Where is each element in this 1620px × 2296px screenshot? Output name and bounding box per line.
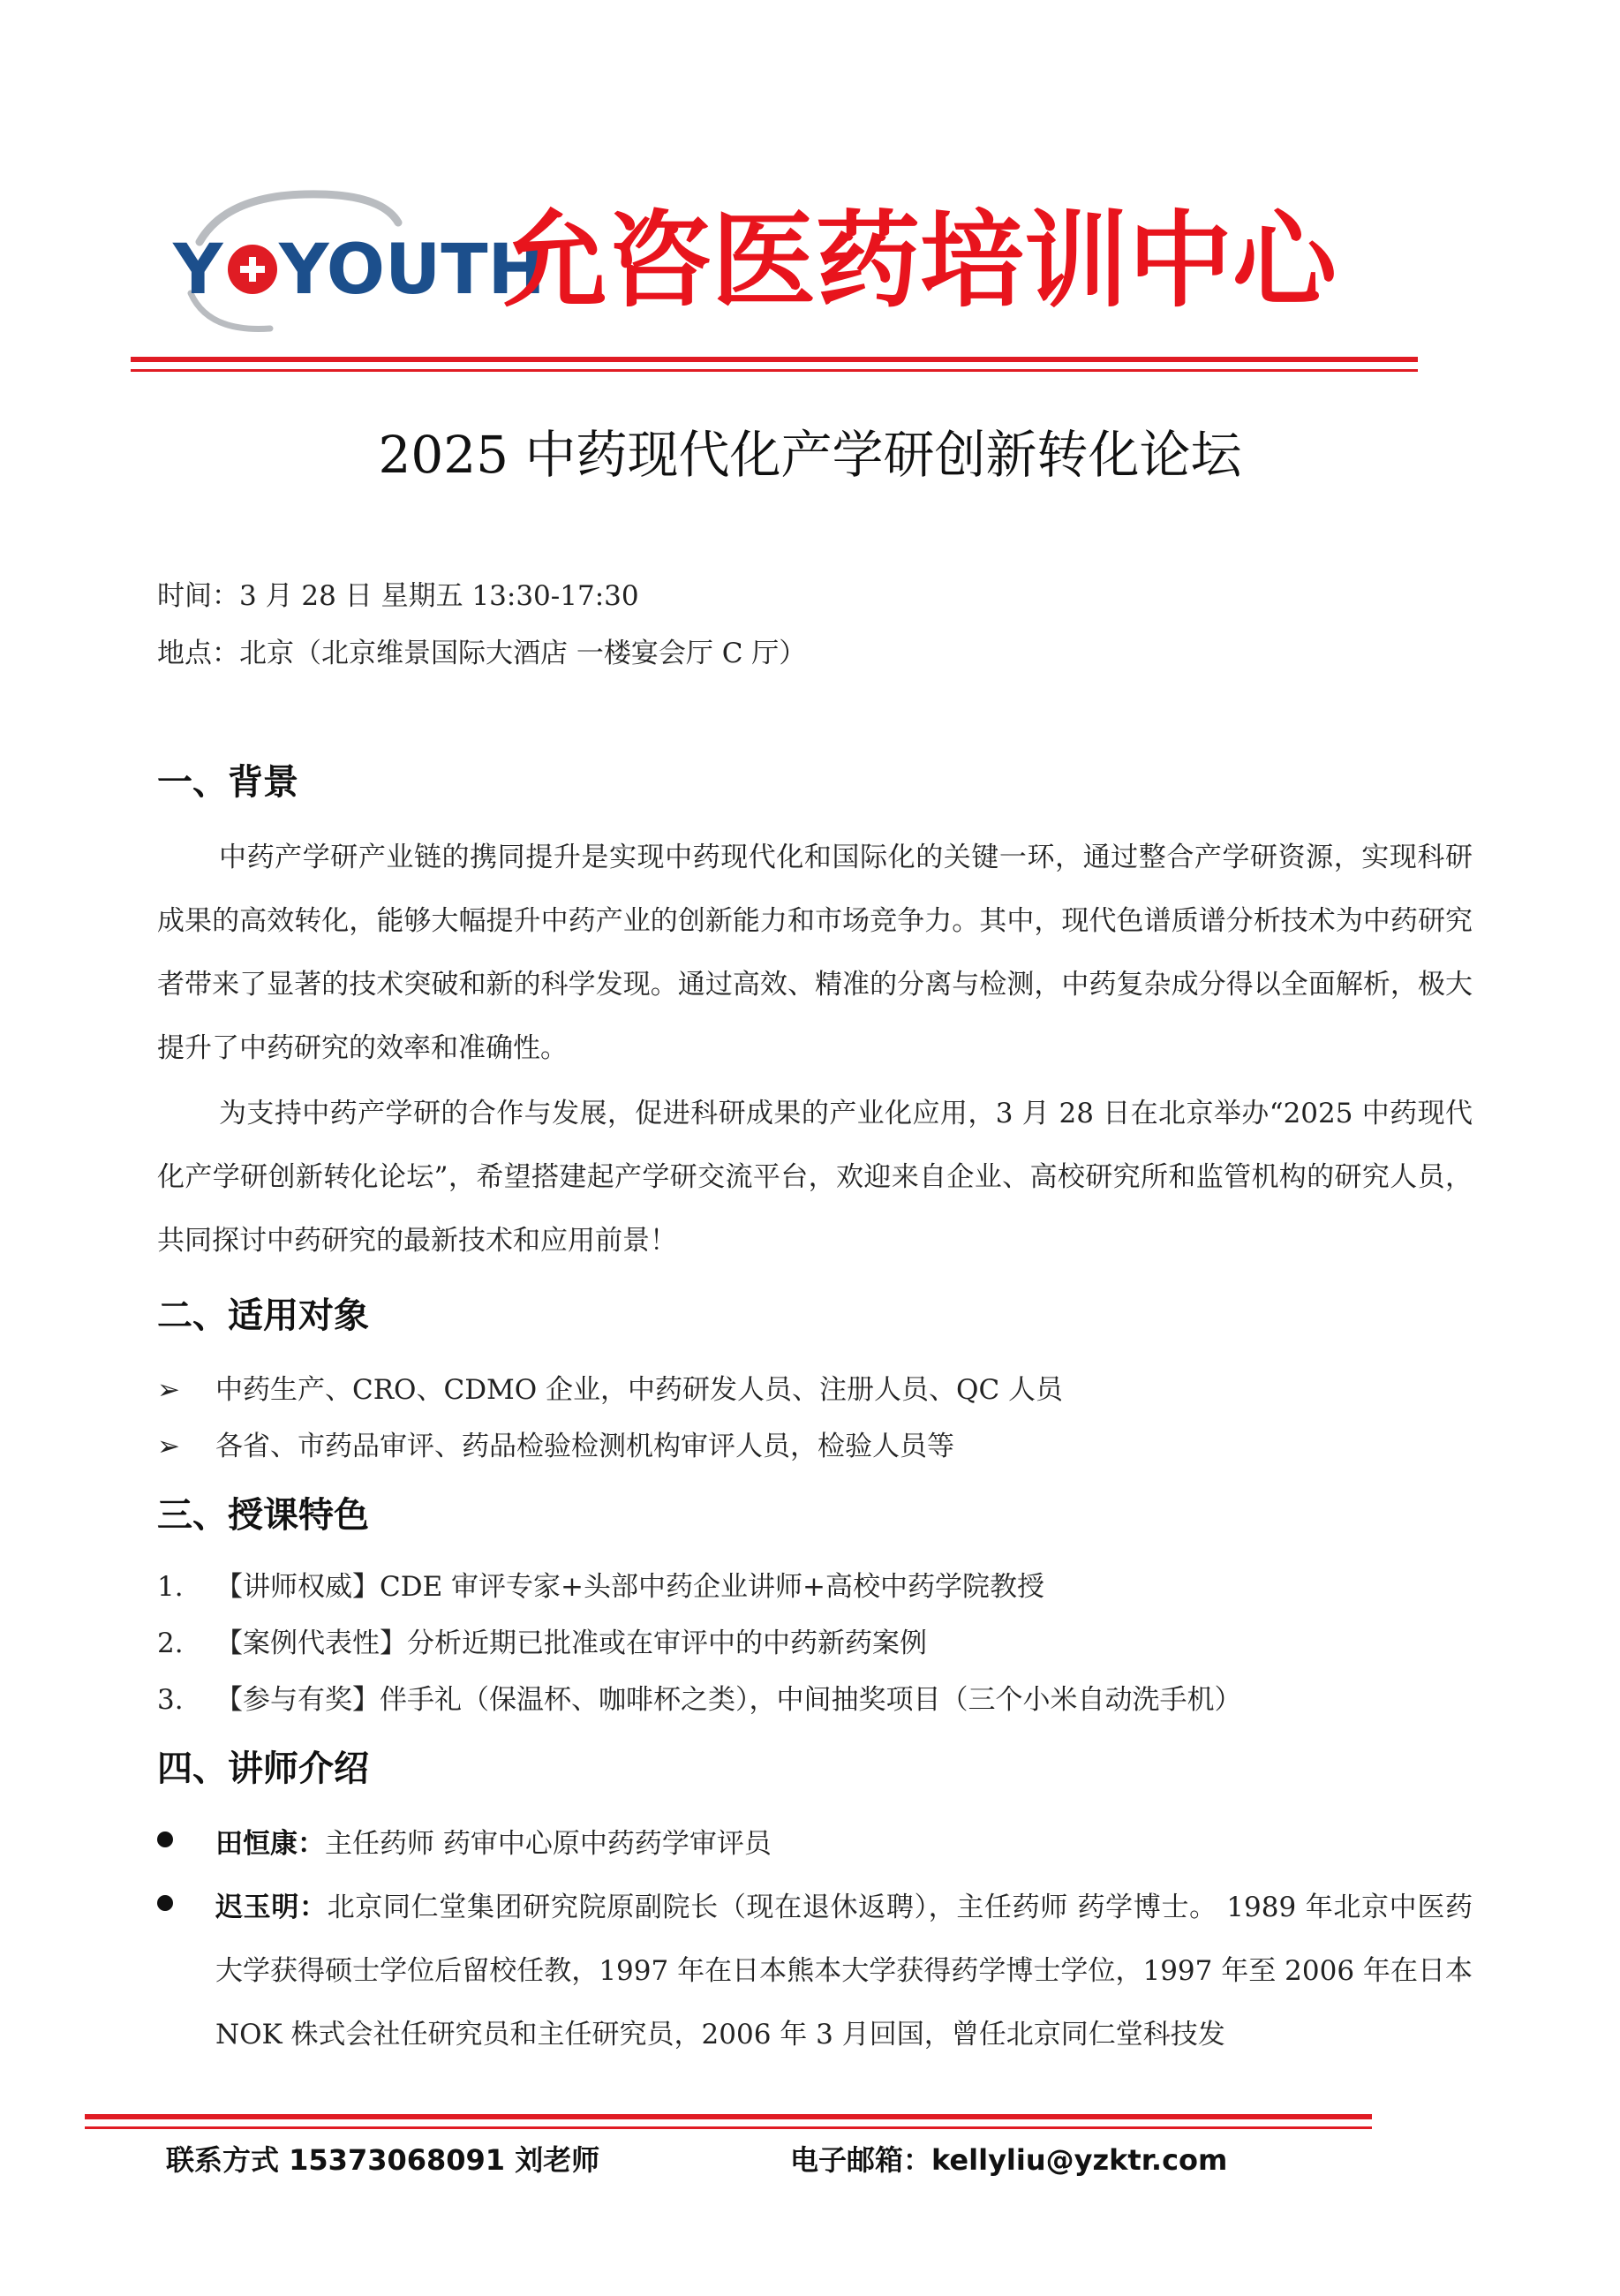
brand-name: 允咨医药培训中心 (503, 199, 1337, 321)
footer-rule-thin (85, 2126, 1372, 2129)
list-item: ➢ 中药生产、CRO、CDMO 企业，中药研发人员、注册人员、QC 人员 (157, 1362, 1063, 1418)
lecturer-item (157, 1812, 1473, 1876)
list-item: 2. 【案例代表性】分析近期已批准或在审评中的中药新药案例 (157, 1628, 927, 1659)
section-heading-lecturers: 四、讲师介绍 (157, 1748, 369, 1789)
event-place: 地点：北京（北京维景国际大酒店 一楼宴会厅 C 厅） (157, 638, 807, 669)
lecturer-name: 田恒康： (215, 1828, 325, 1860)
lecturer-item (157, 1876, 1473, 2066)
arrow-bullet-icon: ➢ (157, 1374, 180, 1406)
arrow-bullet-icon: ➢ (157, 1431, 180, 1462)
header-rule-thin (131, 369, 1418, 372)
logo-text: YOUTH (279, 230, 546, 310)
section-heading-background: 一、背景 (157, 761, 298, 803)
header-rule-thick (131, 357, 1418, 362)
background-paragraph-1: 中药产学研产业链的携同提升是实现中药现代化和国际化的关键一环，通过整合产学研资源，实现科研成果的高效转化，能够大幅提升中药产业的创新能力和市场竞争力。其中，现代色谱质谱分析技术为中药研究者带来了显著的技术突破和新的科学发现。通过高效、精准的分离与检测，中药复杂成分得以全面解析，极大提升了中药研究的效率和准确性。 (157, 842, 1473, 1064)
section-heading-features: 三、授课特色 (157, 1494, 369, 1536)
lecturer-desc: 北京同仁堂集团研究院原副院长（现在退休返聘），主任药师 药学博士。 1989 年北京中医药大学获得硕士学位后留校任教，1997 年在日本熊本大学获得药学博士学位，1997 年至 2006 年在日本 NOK 株式会社任研究员和主任研究员，2006 年 3 月回国，曾任北京同仁堂科技发 (215, 1892, 1473, 2051)
youth-logo (173, 187, 546, 337)
list-item: ➢ 各省、市药品审评、药品检验检测机构审评人员，检验人员等 (157, 1418, 954, 1475)
document-title: 2025 中药现代化产学研创新转化论坛 (378, 425, 1242, 485)
list-item: 1. 【讲师权威】CDE 审评专家+头部中药企业讲师+高校中药学院教授 (157, 1571, 1045, 1603)
lecturer-desc: 主任药师 药审中心原中药药学审评员 (325, 1828, 772, 1860)
footer-rule-thick (85, 2114, 1372, 2119)
list-item: 3. 【参与有奖】伴手礼（保温杯、咖啡杯之类），中间抽奖项目（三个小米自动洗手机） (157, 1684, 1242, 1716)
section-heading-audience: 二、适用对象 (157, 1295, 369, 1336)
lecturer-name: 迟玉明： (215, 1892, 328, 1923)
background-paragraph-2: 为支持中药产学研的合作与发展，促进科研成果的产业化应用，3 月 28 日在北京举办“2025 中药现代化产学研创新转化论坛”，希望搭建起产学研交流平台，欢迎来自企业、高校研究所和监管机构的研究人员，共同探讨中药研究的最新技术和应用前景！ (157, 1098, 1473, 1257)
footer-contact: 联系方式 15373068091 刘老师 (166, 2143, 600, 2177)
event-time: 时间：3 月 28 日 星期五 13:30-17:30 (157, 580, 639, 612)
bullet-dot-icon (157, 1895, 173, 1911)
footer-email: 电子邮箱：kellyliu@yzktr.com (790, 2143, 1228, 2177)
svg-text:Y: Y (173, 230, 223, 310)
bullet-dot-icon (157, 1832, 173, 1847)
